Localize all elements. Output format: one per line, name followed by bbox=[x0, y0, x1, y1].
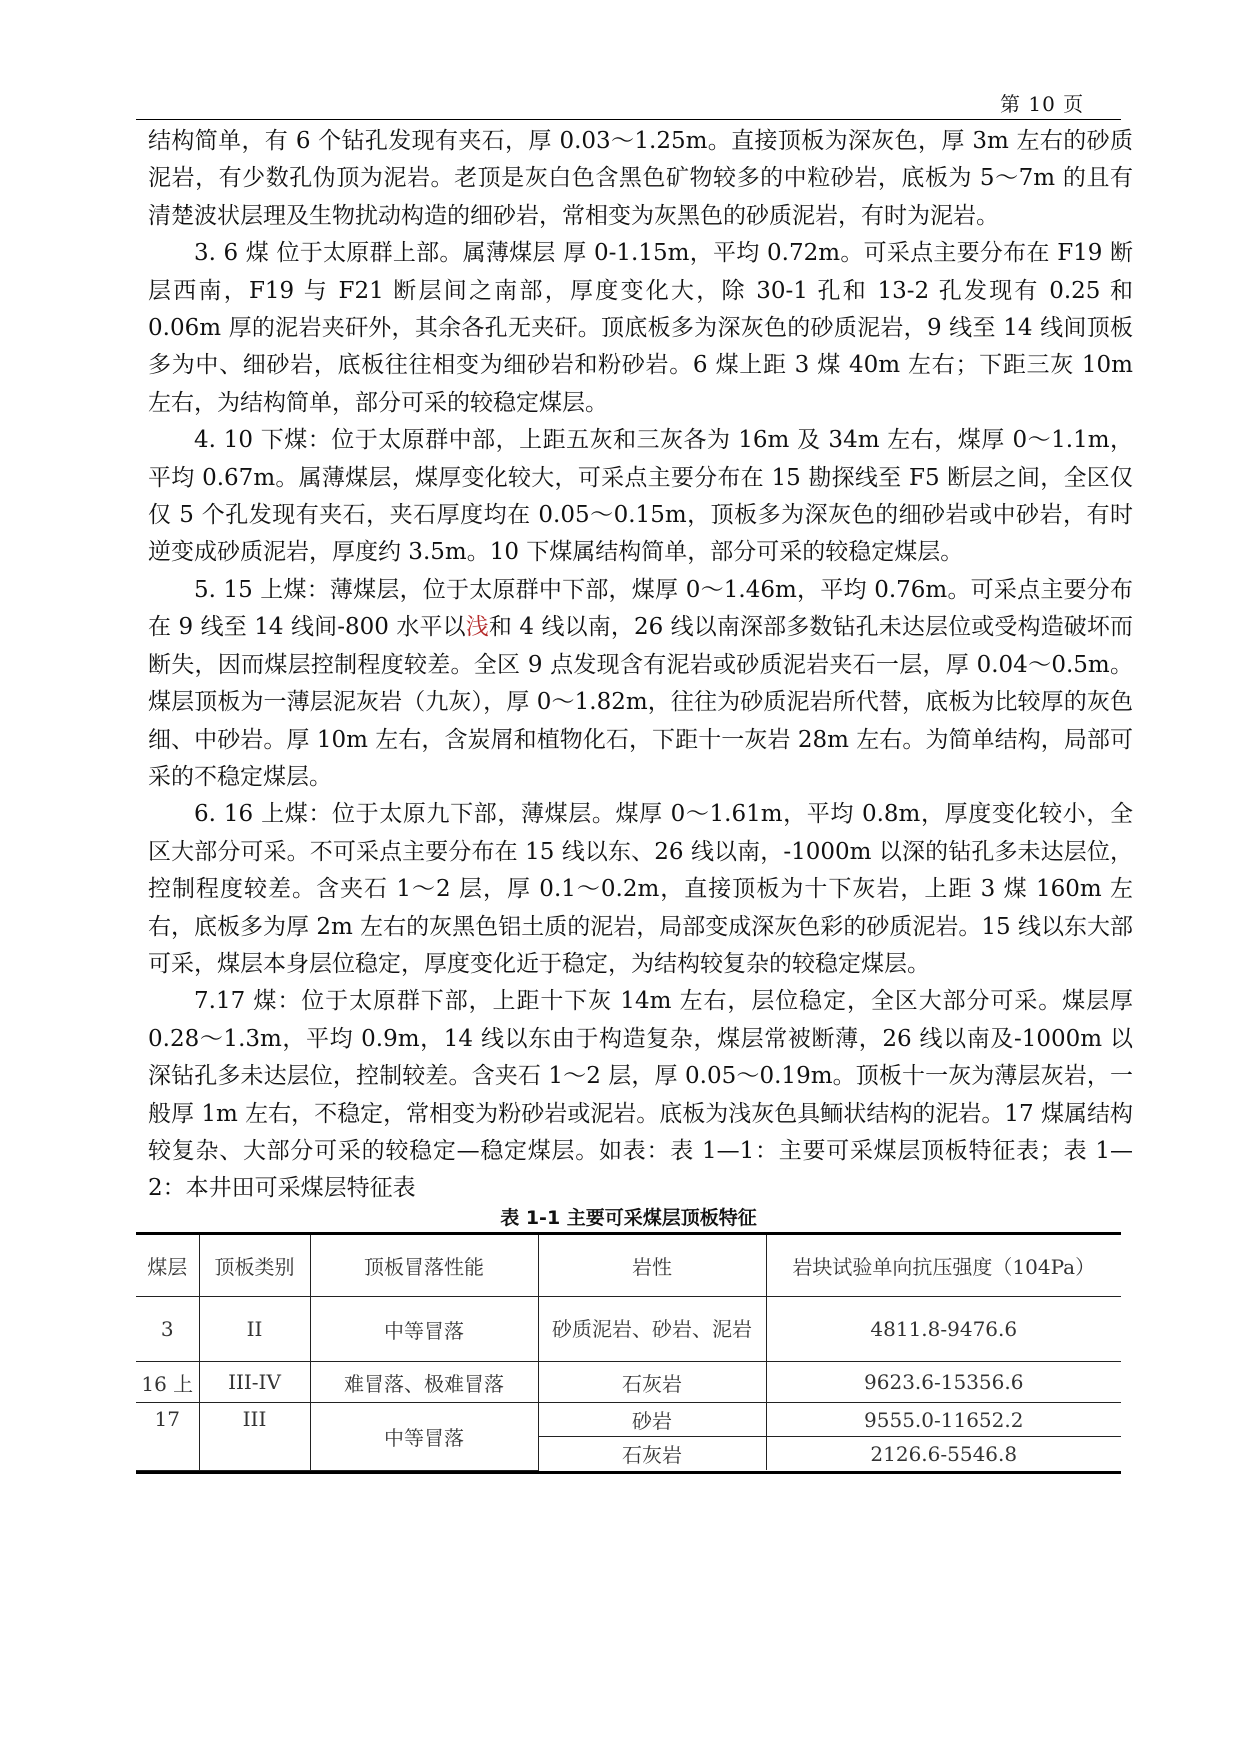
cell-seam: 17 bbox=[136, 1403, 199, 1471]
cell-caving: 难冒落、极难冒落 bbox=[310, 1362, 538, 1403]
paragraph-seam-10-lower: 4. 10 下煤：位于太原群中部，上距五灰和三灰各为 16m 及 34m 左右，煤厚 0～1.1m，平均 0.67m。属薄煤层，煤厚变化较大，可采点主要分布在 15 勘探线至 F5 断层之间，全区仅仅 5 个孔发现有夹石，夹石厚度均在 0.05～0.15m，顶板多为深灰色的细砂岩或中砂岩，有时逆变成砂质泥岩，厚度约 3.5m。10 下煤属结构简单，部分可采的较稳定煤层。 bbox=[148, 427, 1133, 566]
paragraph-seam-16-upper: 6. 16 上煤：位于太原九下部，薄煤层。煤厚 0～1.61m，平均 0.8m，厚度变化较小，全区大部分可采。不可采点主要分布在 15 线以东、26 线以南，-1000m 以深的钻孔多未达层位，控制程度较差。含夹石 1～2 层，厚 0.1～0.2m，直接顶板为十下灰岩，上距 3 煤 160m 左右，底板多为厚 2m 左右的灰黑色铝土质的泥岩，局部变成深灰色彩的砂质泥岩。15 线以东大部可采，煤层本身层位稳定，厚度变化近于稳定，为结构较复杂的较稳定煤层。 bbox=[148, 801, 1133, 977]
cell-seam: 16 上 bbox=[136, 1362, 199, 1403]
cell-strength: 2126.6-5546.8 bbox=[766, 1437, 1121, 1471]
table-row bbox=[136, 1403, 1121, 1437]
header-rule bbox=[136, 119, 1121, 120]
highlighted-word: 浅 bbox=[465, 614, 489, 641]
body-text bbox=[148, 123, 1133, 1208]
header-lithology: 岩性 bbox=[538, 1235, 766, 1297]
cell-lithology: 砂质泥岩、砂岩、泥岩 bbox=[538, 1297, 766, 1362]
cell-lithology: 石灰岩 bbox=[538, 1362, 766, 1403]
cell-lithology: 砂岩 bbox=[538, 1403, 766, 1437]
table-caption: 表 1-1 主要可采煤层顶板特征 bbox=[500, 1207, 757, 1229]
cell-category: III bbox=[199, 1403, 310, 1471]
cell-category: III-IV bbox=[199, 1362, 310, 1403]
cell-strength: 9623.6-15356.6 bbox=[766, 1362, 1121, 1403]
paragraph-1: 结构简单，有 6 个钻孔发现有夹石，厚 0.03～1.25m。直接顶板为深灰色，厚 3m 左右的砂质泥岩，有少数孔伪顶为泥岩。老顶是灰白色含黑色矿物较多的中粒砂岩，底板为 5～7m 的且有清楚波状层理及生物扰动构造的细砂岩，常相变为灰黑色的砂质泥岩，有时为泥岩。 bbox=[148, 128, 1133, 229]
table-header-row bbox=[136, 1235, 1121, 1297]
cell-seam: 3 bbox=[136, 1297, 199, 1362]
cell-strength: 4811.8-9476.6 bbox=[766, 1297, 1121, 1362]
page-number: 第 10 页 bbox=[1000, 92, 1085, 116]
cell-caving: 中等冒落 bbox=[310, 1403, 538, 1471]
paragraph-seam-6: 3. 6 煤 位于太原群上部。属薄煤层 厚 0-1.15m，平均 0.72m。可采点主要分布在 F19 断层西南，F19 与 F21 断层间之南部，厚度变化大，除 30-1 孔和 13-2 孔发现有 0.25 和 0.06m 厚的泥岩夹矸外，其余各孔无夹矸。顶底板多为深灰色的砂质泥岩，9 线至 14 线间顶板多为中、细砂岩，底板往往相变为细砂岩和粉砂岩。6 煤上距 3 煤 40m 左右；下距三灰 10m 左右，为结构简单，部分可采的较稳定煤层。 bbox=[148, 240, 1133, 416]
cell-caving: 中等冒落 bbox=[310, 1297, 538, 1362]
table-row bbox=[136, 1362, 1121, 1403]
cell-lithology: 石灰岩 bbox=[538, 1437, 766, 1471]
paragraph-seam-17: 7.17 煤：位于太原群下部，上距十下灰 14m 左右，层位稳定，全区大部分可采。煤层厚 0.28～1.3m，平均 0.9m，14 线以东由于构造复杂，煤层常被断薄，26 线以南及-1000m 以深钻孔多未达层位，控制较差。含夹石 1～2 层，厚 0.05～0.19m。顶板十一灰为薄层灰岩，一般厚 1m 左右，不稳定，常相变为粉砂岩或泥岩。底板为浅灰色具鲕状结构的泥岩。17 煤属结构较复杂、大部分可采的较稳定—稳定煤层。如表：表 1—1：主要可采煤层顶板特征表；表 1—2：本井田可采煤层特征表 bbox=[148, 988, 1133, 1202]
cell-strength: 9555.0-11652.2 bbox=[766, 1403, 1121, 1437]
header-strength: 岩块试验单向抗压强度（104Pa） bbox=[766, 1235, 1121, 1297]
cell-category: II bbox=[199, 1297, 310, 1362]
paragraph-seam-15-upper: 5. 15 上煤：薄煤层，位于太原群中下部，煤厚 0～1.46m，平均 0.76m。可采点主要分布在 9 线至 14 线间-800 水平以浅和 4 线以南，26 线以南深部多数钻孔未达层位或受构造破坏而断失，因而煤层控制程度较差。全区 9 点发现含有泥岩或砂质泥岩夹石一层，厚 0.04～0.5m。煤层顶板为一薄层泥灰岩（九灰），厚 0～1.82m，往往为砂质泥岩所代替，底板为比较厚的灰色细、中砂岩。厚 10m 左右，含炭屑和植物化石，下距十一灰岩 28m 左右。为简单结构，局部可采的不稳定煤层。 bbox=[148, 576, 1133, 790]
roof-characteristics-table bbox=[136, 1232, 1121, 1474]
header-caving: 顶板冒落性能 bbox=[310, 1235, 538, 1297]
table-row bbox=[136, 1297, 1121, 1362]
header-roof-category: 顶板类别 bbox=[199, 1235, 310, 1297]
header-seam: 煤层 bbox=[136, 1235, 199, 1297]
